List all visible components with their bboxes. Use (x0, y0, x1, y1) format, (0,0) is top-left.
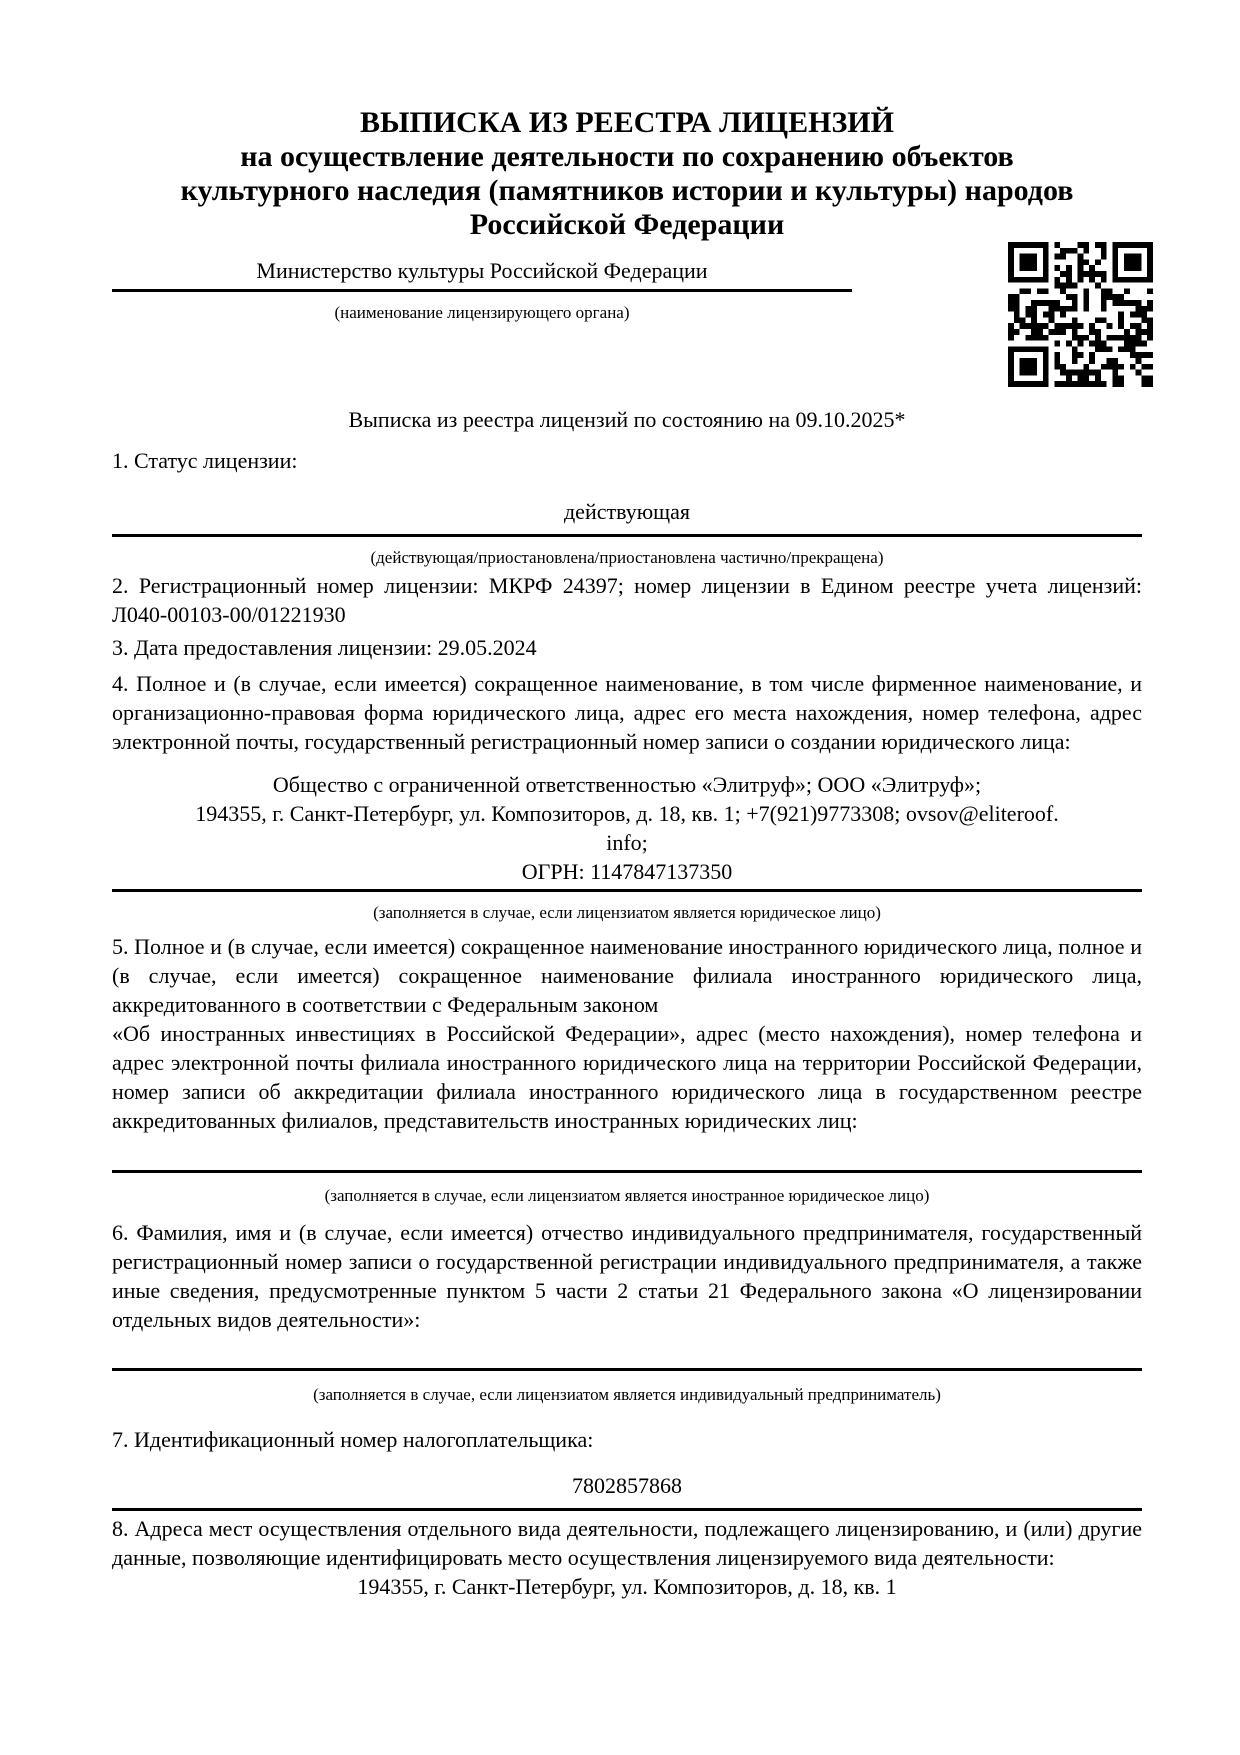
item6-entrepreneur-description: 6. Фамилия, имя и (в случае, если имеется) отчество индивидуального предпринимателя, государственный регистрационный номер записи о государственной регистрации индивидуального предпринимателя, а также иные сведения, предусмотренные пунктом 5 части 2 статьи 21 Федерального закона «О лицензировании отдельных видов деятельности»: (112, 1220, 1142, 1332)
item7-inn-label: 7. Идентификационный номер налогоплательщика: (112, 1427, 594, 1452)
item5-caption: (заполняется в случае, если лицензиатом является иностранное юридическое лицо) (324, 1186, 930, 1205)
doc-title-line3: культурного наследия (памятников истории и культуры) народов (180, 174, 1074, 207)
separator-rule-status (112, 534, 1142, 537)
separator-rule-entrepreneur (112, 1368, 1142, 1371)
item5-foreign-entity-part2: «Об иностранных инвестициях в Российской Федерации», адрес (место нахождения), номер телефона и адрес электронной почты филиала иностранного юридического лица на территории Российской Федерации, номер записи об аккредитации филиала иностранного юридического лица в государственном реестре аккредитованных филиалов, представительств иностранных юридических лиц: (112, 1021, 1142, 1133)
item4-caption: (заполняется в случае, если лицензиатом является юридическое лицо) (373, 903, 881, 922)
item4-legal-entity-description: 4. Полное и (в случае, если имеется) сокращенное наименование, в том числе фирменное наименование, и организационно-правовая форма юридического лица, адрес его места нахождения, номер телефона, адрес электронной почты, государственный регистрационный номер записи о создании юридического лица: (112, 671, 1142, 754)
statement-date-line: Выписка из реестра лицензий по состоянию на 09.10.2025* (348, 407, 906, 432)
doc-title-line1: ВЫПИСКА ИЗ РЕЕСТРА ЛИЦЕНЗИЙ (360, 106, 894, 139)
licensing-authority-caption: (наименование лицензирующего органа) (334, 303, 630, 322)
separator-rule-foreign-entity (112, 1170, 1142, 1173)
item5-foreign-entity-part1: 5. Полное и (в случае, если имеется) сокращенное наименование иностранного юридического лица, полное и (в случае, если имеется) сокращенное наименование филиала иностранного юридического лица, аккредитованного в соответствии с Федеральным законом (112, 934, 1142, 1017)
item4-legal-entity-values (112, 770, 1142, 886)
doc-title (112, 106, 1142, 242)
doc-title-line4: Российской Федерации (469, 208, 785, 241)
item3-license-date: 3. Дата предоставления лицензии: 29.05.2024 (112, 635, 537, 660)
item4-ogrn-line: ОГРН: 1147847137350 (521, 859, 733, 884)
item1-caption: (действующая/приостановлена/приостановлена частично/прекращена) (370, 548, 884, 567)
separator-rule-inn (112, 1508, 1142, 1511)
item4-address-phone-line: 194355, г. Санкт-Петербург, ул. Композиторов, д. 18, кв. 1; +7(921)9773308; ovsov@eliteroof. (195, 801, 1059, 826)
item8-activity-addresses-description: 8. Адреса мест осуществления отдельного вида деятельности, подлежащего лицензированию, и (или) другие данные, позволяющие идентифицировать место осуществления лицензируемого вида деятельности: (112, 1516, 1142, 1570)
licensing-authority-name: Министерство культуры Российской Федерации (112, 256, 852, 292)
qr-code-icon (1008, 242, 1153, 387)
item1-status-value: действующая (563, 499, 690, 524)
item6-caption: (заполняется в случае, если лицензиатом является индивидуальный предприниматель) (313, 1385, 941, 1404)
item8-activity-address-value: 194355, г. Санкт-Петербург, ул. Композиторов, д. 18, кв. 1 (357, 1574, 897, 1599)
doc-title-line2: на осуществление деятельности по сохранению объектов (240, 140, 1014, 173)
separator-rule-legal-entity (112, 889, 1142, 892)
item4-company-name-line: Общество с ограниченной ответственностью «Элитруф»; ООО «Элитруф»; (272, 772, 982, 797)
item2-registration-number: 2. Регистрационный номер лицензии: МКРФ 24397; номер лицензии в Едином реестре учета лицензий: Л040-00103-00/01221930 (112, 573, 1142, 627)
item7-inn-value: 7802857868 (572, 1473, 682, 1498)
item4-email-suffix-line: info; (606, 830, 648, 855)
item1-label: 1. Статус лицензии: (112, 448, 298, 473)
